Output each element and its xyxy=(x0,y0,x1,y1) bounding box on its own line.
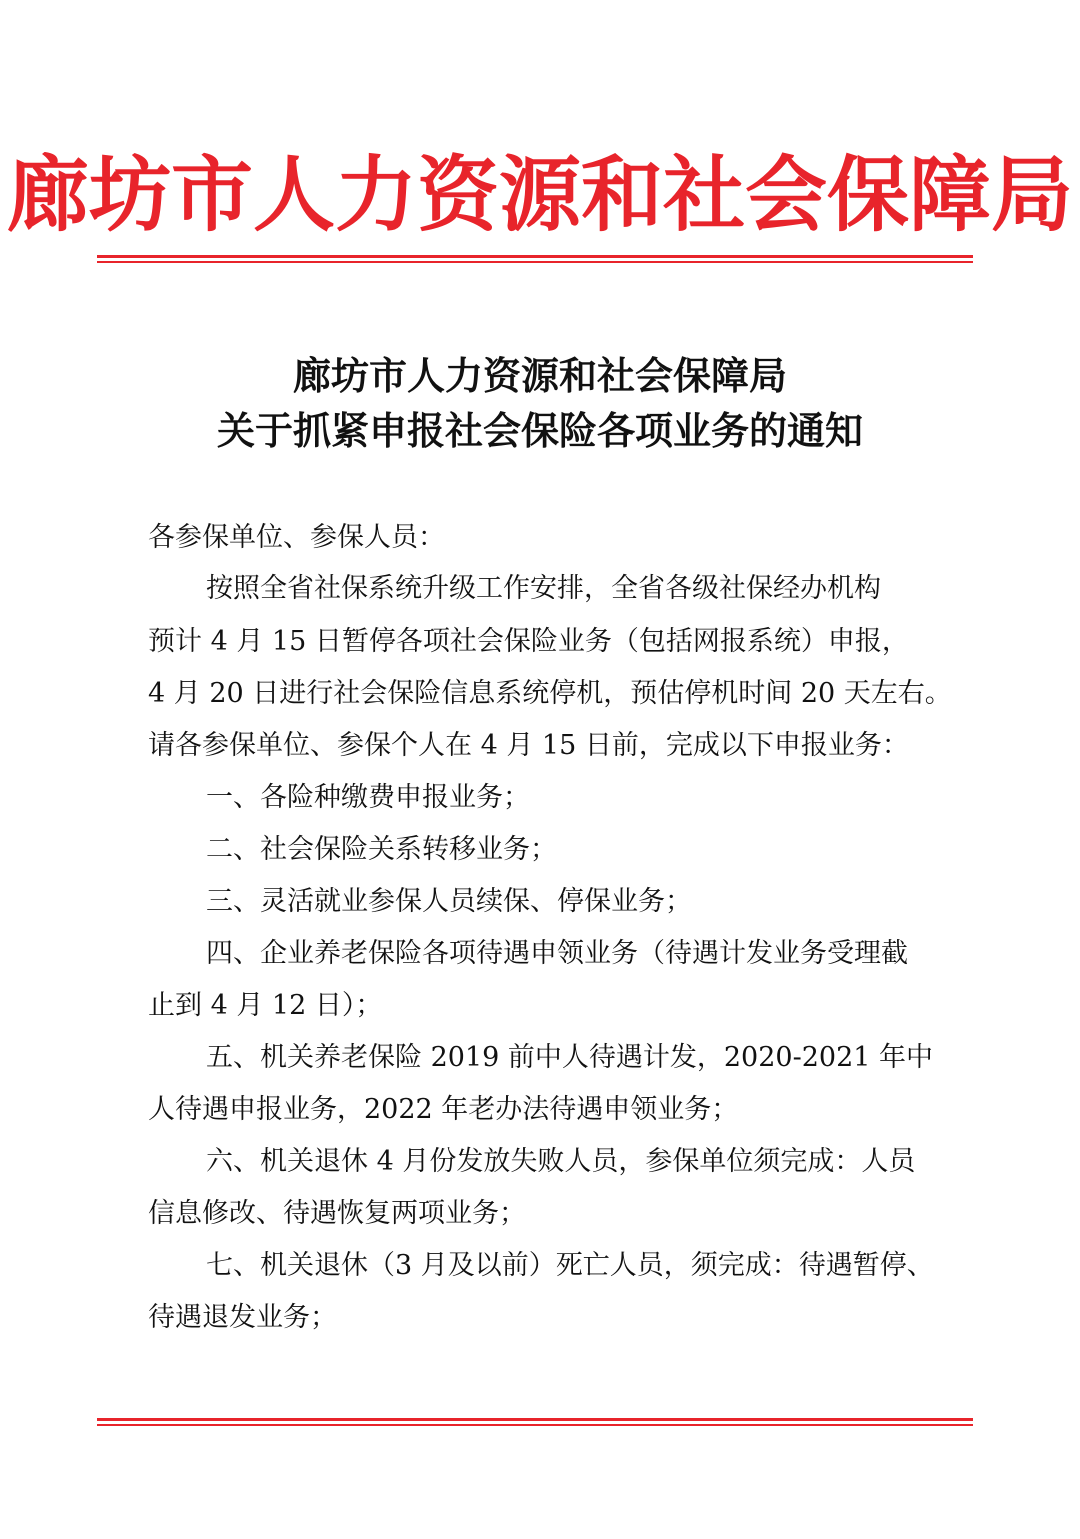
list-item-3: 三、灵活就业参保人员续保、停保业务； xyxy=(206,886,692,917)
list-item-7-line-2: 待遇退发业务； xyxy=(148,1302,337,1333)
intro-line-1: 按照全省社保系统升级工作安排，全省各级社保经办机构 xyxy=(206,573,881,604)
list-item-2: 二、社会保险关系转移业务； xyxy=(206,834,557,865)
list-item-7-line-1: 七、机关退休（3 月及以前）死亡人员，须完成：待遇暂停、 xyxy=(206,1250,934,1281)
notice-title-line-1: 廊坊市人力资源和社会保障局 xyxy=(292,354,787,398)
list-item-4-line-2: 止到 4 月 12 日）； xyxy=(148,990,383,1021)
notice-title-line-2: 关于抓紧申报社会保险各项业务的通知 xyxy=(216,409,863,453)
intro-line-4: 请各参保单位、参保个人在 4 月 15 日前，完成以下申报业务： xyxy=(148,730,909,761)
intro-line-3: 4 月 20 日进行社会保险信息系统停机，预估停机时间 20 天左右。 xyxy=(148,678,952,709)
list-item-1: 一、各险种缴费申报业务； xyxy=(206,782,530,813)
letterhead-red-rule-thick xyxy=(97,255,973,258)
list-item-4-line-1: 四、企业养老保险各项待遇申领业务（待遇计发业务受理截 xyxy=(206,938,908,969)
list-item-6-line-1: 六、机关退休 4 月份发放失败人员，参保单位须完成：人员 xyxy=(206,1146,916,1177)
intro-line-2: 预计 4 月 15 日暂停各项社会保险业务（包括网报系统）申报， xyxy=(148,626,909,657)
list-item-5-line-1: 五、机关养老保险 2019 前中人待遇计发，2020-2021 年中 xyxy=(206,1042,934,1073)
footer-red-rule-thin xyxy=(97,1424,973,1426)
letterhead-red-rule-thin xyxy=(97,261,973,263)
list-item-6-line-2: 信息修改、待遇恢复两项业务； xyxy=(148,1198,526,1229)
letterhead-title: 廊坊市人力资源和社会保障局 xyxy=(6,147,1073,243)
list-item-5-line-2: 人待遇申报业务，2022 年老办法待遇申领业务； xyxy=(148,1094,739,1125)
footer-red-rule-thick xyxy=(97,1418,973,1421)
salutation: 各参保单位、参保人员： xyxy=(148,522,445,553)
